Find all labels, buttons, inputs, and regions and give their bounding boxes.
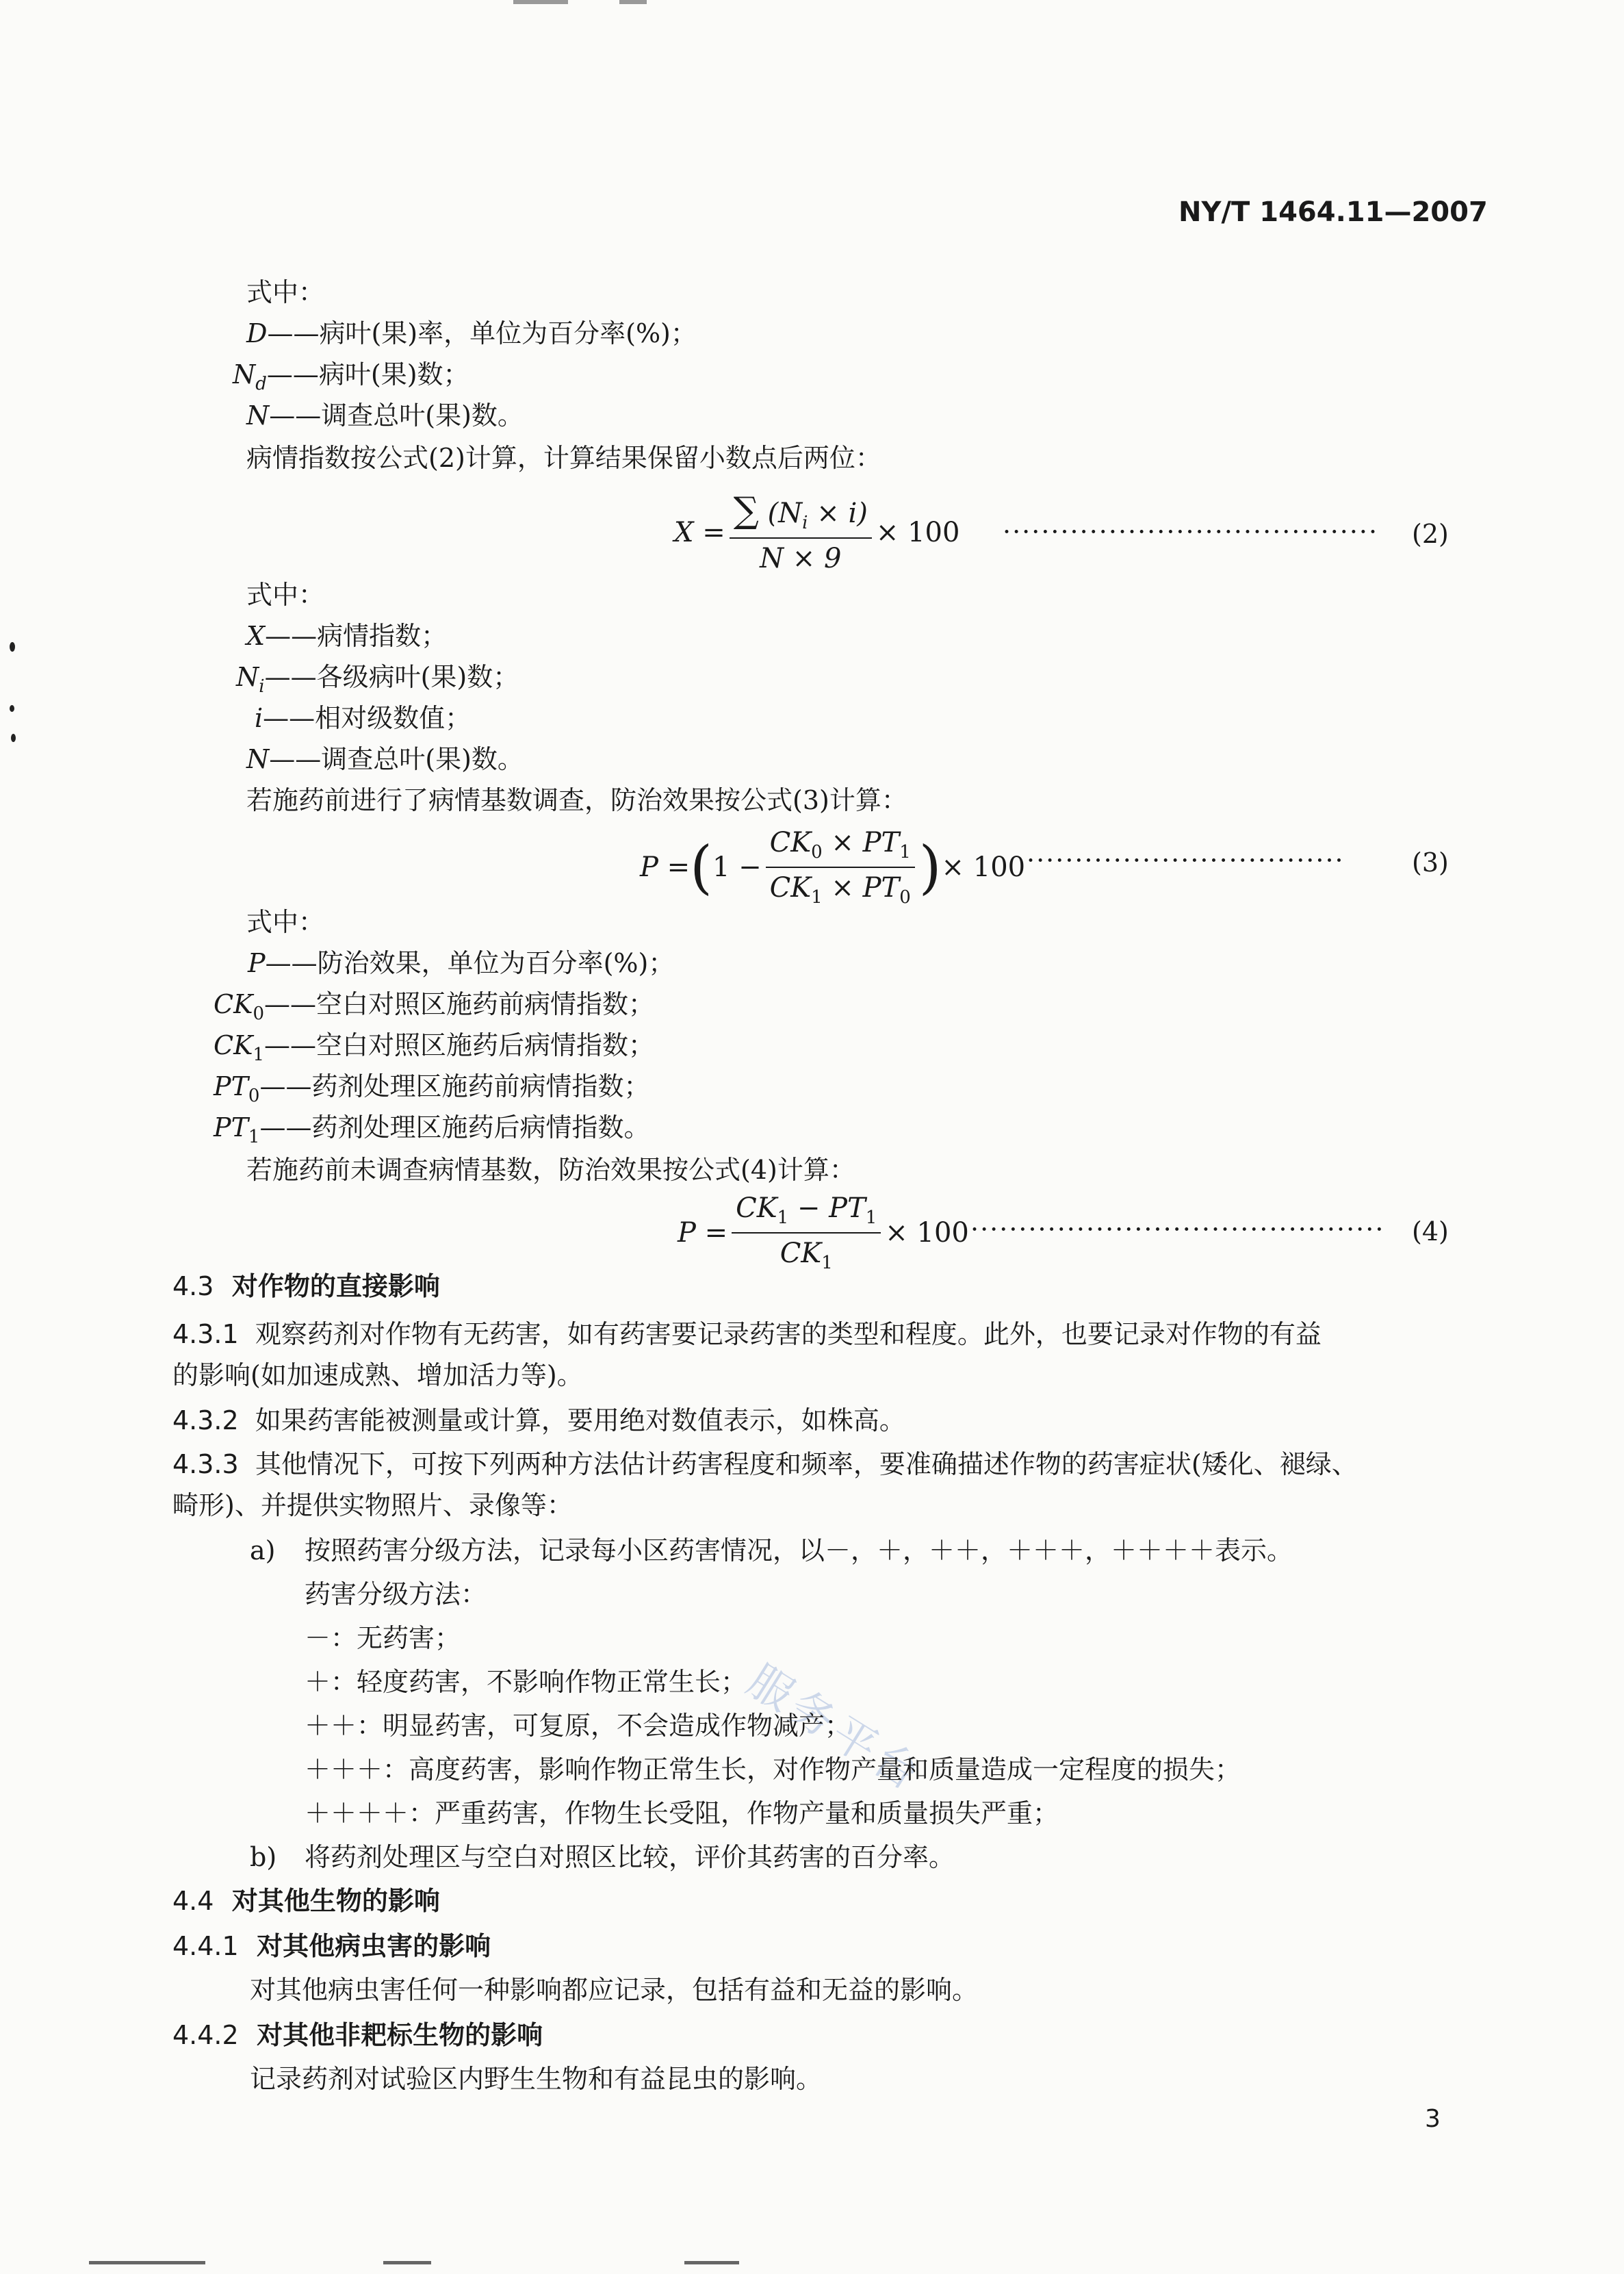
var-symbol: N xyxy=(233,359,256,389)
subsection-heading: 4.4.1 对其他病虫害的影响 xyxy=(172,1931,491,1961)
clause-4-3-2: 4.3.2 如果药害能被测量或计算，要用绝对数值表示，如株高。 xyxy=(172,1405,905,1435)
grade-item: ＋＋＋：高度药害，影响作物正常生长，对作物产量和质量造成一定程度的损失； xyxy=(305,1754,1241,1785)
leader-dots: ··········································· xyxy=(970,1214,1385,1244)
leader-dots: ································· xyxy=(1027,845,1345,876)
scan-mark xyxy=(513,0,568,4)
clause-4-3-1: 4.3.1 观察药剂对作物有无药害，如有药害要记录药害的类型和程度。此外，也要记录对作物的有益 xyxy=(172,1319,1322,1349)
where-title: 式中： xyxy=(246,580,325,610)
numerator: $CK_1 - PT_1$ xyxy=(732,1192,881,1234)
numerator: $CK_0 \times PT_1$ xyxy=(766,827,915,868)
page-number: 3 xyxy=(1425,2105,1441,2133)
paragraph: 对其他病虫害任何一种影响都应记录，包括有益和无益的影响。 xyxy=(250,1975,979,2005)
scan-speck xyxy=(10,642,15,652)
numerator: ∑ $(N_i \times i)$ xyxy=(730,490,872,539)
scan-mark xyxy=(619,0,647,4)
var-def-row: $PT_0——$药剂处理区施药前病情指数； xyxy=(214,1071,650,1106)
equation-number: (4) xyxy=(1412,1216,1449,1247)
var-def-row: $N_i——$各级病叶(果)数； xyxy=(236,662,519,697)
section-heading: 4.4 对其他生物的影响 xyxy=(172,1886,440,1916)
equation-number: (3) xyxy=(1412,847,1449,878)
var-def-row: $CK_0——$空白对照区施药前病情指数； xyxy=(214,989,655,1024)
var-desc: ——调查总叶(果)数。 xyxy=(269,400,524,431)
var-desc: ——病叶(果)数； xyxy=(266,359,469,389)
denominator: $CK_1$ xyxy=(779,1238,833,1273)
formula-times: × 100 xyxy=(875,516,960,548)
grade-item: －：无药害； xyxy=(305,1623,461,1653)
fraction xyxy=(732,1192,881,1273)
standard-number: NY/T 1464.11—2007 xyxy=(1178,196,1488,228)
var-desc: ——病叶(果)率，单位为百分率(%)； xyxy=(267,318,697,348)
paragraph-continued: 畸形)、并提供实物照片、录像等： xyxy=(172,1490,573,1520)
list-label: b) xyxy=(250,1842,277,1872)
var-def-row: $CK_1——$空白对照区施药后病情指数； xyxy=(214,1030,655,1065)
paren-left: ( xyxy=(690,834,712,901)
scan-speck xyxy=(11,734,16,742)
clause-4-3-3: 4.3.3 其他情况下，可按下列两种方法估计药害程度和频率，要准确描述作物的药害症状(矮化、褪绿、 xyxy=(172,1449,1358,1479)
equation-number: (2) xyxy=(1412,519,1449,549)
scan-line xyxy=(383,2261,431,2264)
subsection-heading: 4.4.2 对其他非耙标生物的影响 xyxy=(172,2020,543,2050)
paragraph: 若施药前进行了病情基数调查，防治效果按公式(3)计算： xyxy=(246,785,907,815)
var-symbol: N xyxy=(246,400,270,431)
watermark: 服务平台 xyxy=(738,1655,933,1803)
list-label: a) xyxy=(250,1535,276,1566)
paragraph: 若施药前未调查病情基数，防治效果按公式(4)计算： xyxy=(246,1155,855,1185)
denominator: $CK_1 \times PT_0$ xyxy=(769,872,911,908)
var-symbol: D xyxy=(246,318,268,348)
var-subscript: d xyxy=(255,374,267,394)
list-item-text: 按照药害分级方法，记录每小区药害情况，以－，＋，＋＋，＋＋＋，＋＋＋＋表示。 xyxy=(305,1535,1293,1566)
paragraph: 记录药剂对试验区内野生生物和有益昆虫的影响。 xyxy=(250,2064,823,2094)
formula-4: P = $\frac{CK_1 - PT_1}{CK_1}$ × 100 xyxy=(678,1192,969,1273)
scan-speck xyxy=(10,705,14,712)
grade-item: ＋＋＋＋：严重药害，作物生长受阻，作物产量和质量损失严重； xyxy=(305,1798,1059,1828)
list-item-text: 将药剂处理区与空白对照区比较，评价其药害的百分率。 xyxy=(305,1842,955,1872)
paragraph: 病情指数按公式(2)计算，计算结果保留小数点后两位： xyxy=(246,443,881,473)
var-def-row xyxy=(246,400,524,431)
formula-lhs: X = xyxy=(674,516,725,548)
var-def-row: i——相对级数值； xyxy=(255,703,472,733)
grading-title: 药害分级方法： xyxy=(305,1579,487,1609)
leader-dots: ······································· xyxy=(1003,517,1379,547)
var-def-row xyxy=(233,361,469,393)
var-def-row: X——病情指数； xyxy=(246,621,448,651)
formula-3: P = ( 1 − $\frac{CK_0 \times PT_1}{CK_1 \times PT_0}$ ) × 100 xyxy=(640,827,1026,908)
fraction xyxy=(730,490,872,574)
var-def-row: P——防治效果，单位为百分率(%)； xyxy=(248,948,675,978)
formula-2 xyxy=(674,490,959,574)
where-title: 式中： xyxy=(246,907,325,937)
grade-item: ＋＋：明显药害，可复原，不会造成作物减产； xyxy=(305,1711,851,1741)
var-def-row: N——调查总叶(果)数。 xyxy=(246,744,524,774)
grade-item: ＋：轻度药害，不影响作物正常生长； xyxy=(305,1667,747,1697)
fraction xyxy=(766,827,915,908)
var-def-row xyxy=(246,320,697,346)
where-title: 式中： xyxy=(246,277,325,307)
section-heading: 4.3 对作物的直接影响 xyxy=(172,1271,440,1301)
scan-line xyxy=(89,2261,205,2264)
paren-right: ) xyxy=(918,834,942,901)
denominator: N × 9 xyxy=(760,543,842,574)
var-def-row: $PT_1——$药剂处理区施药后病情指数。 xyxy=(214,1112,650,1147)
paragraph-continued: 的影响(如加速成熟、增加活力等)。 xyxy=(172,1360,583,1390)
sigma-symbol: ∑ xyxy=(733,490,759,531)
scan-line xyxy=(684,2261,739,2264)
